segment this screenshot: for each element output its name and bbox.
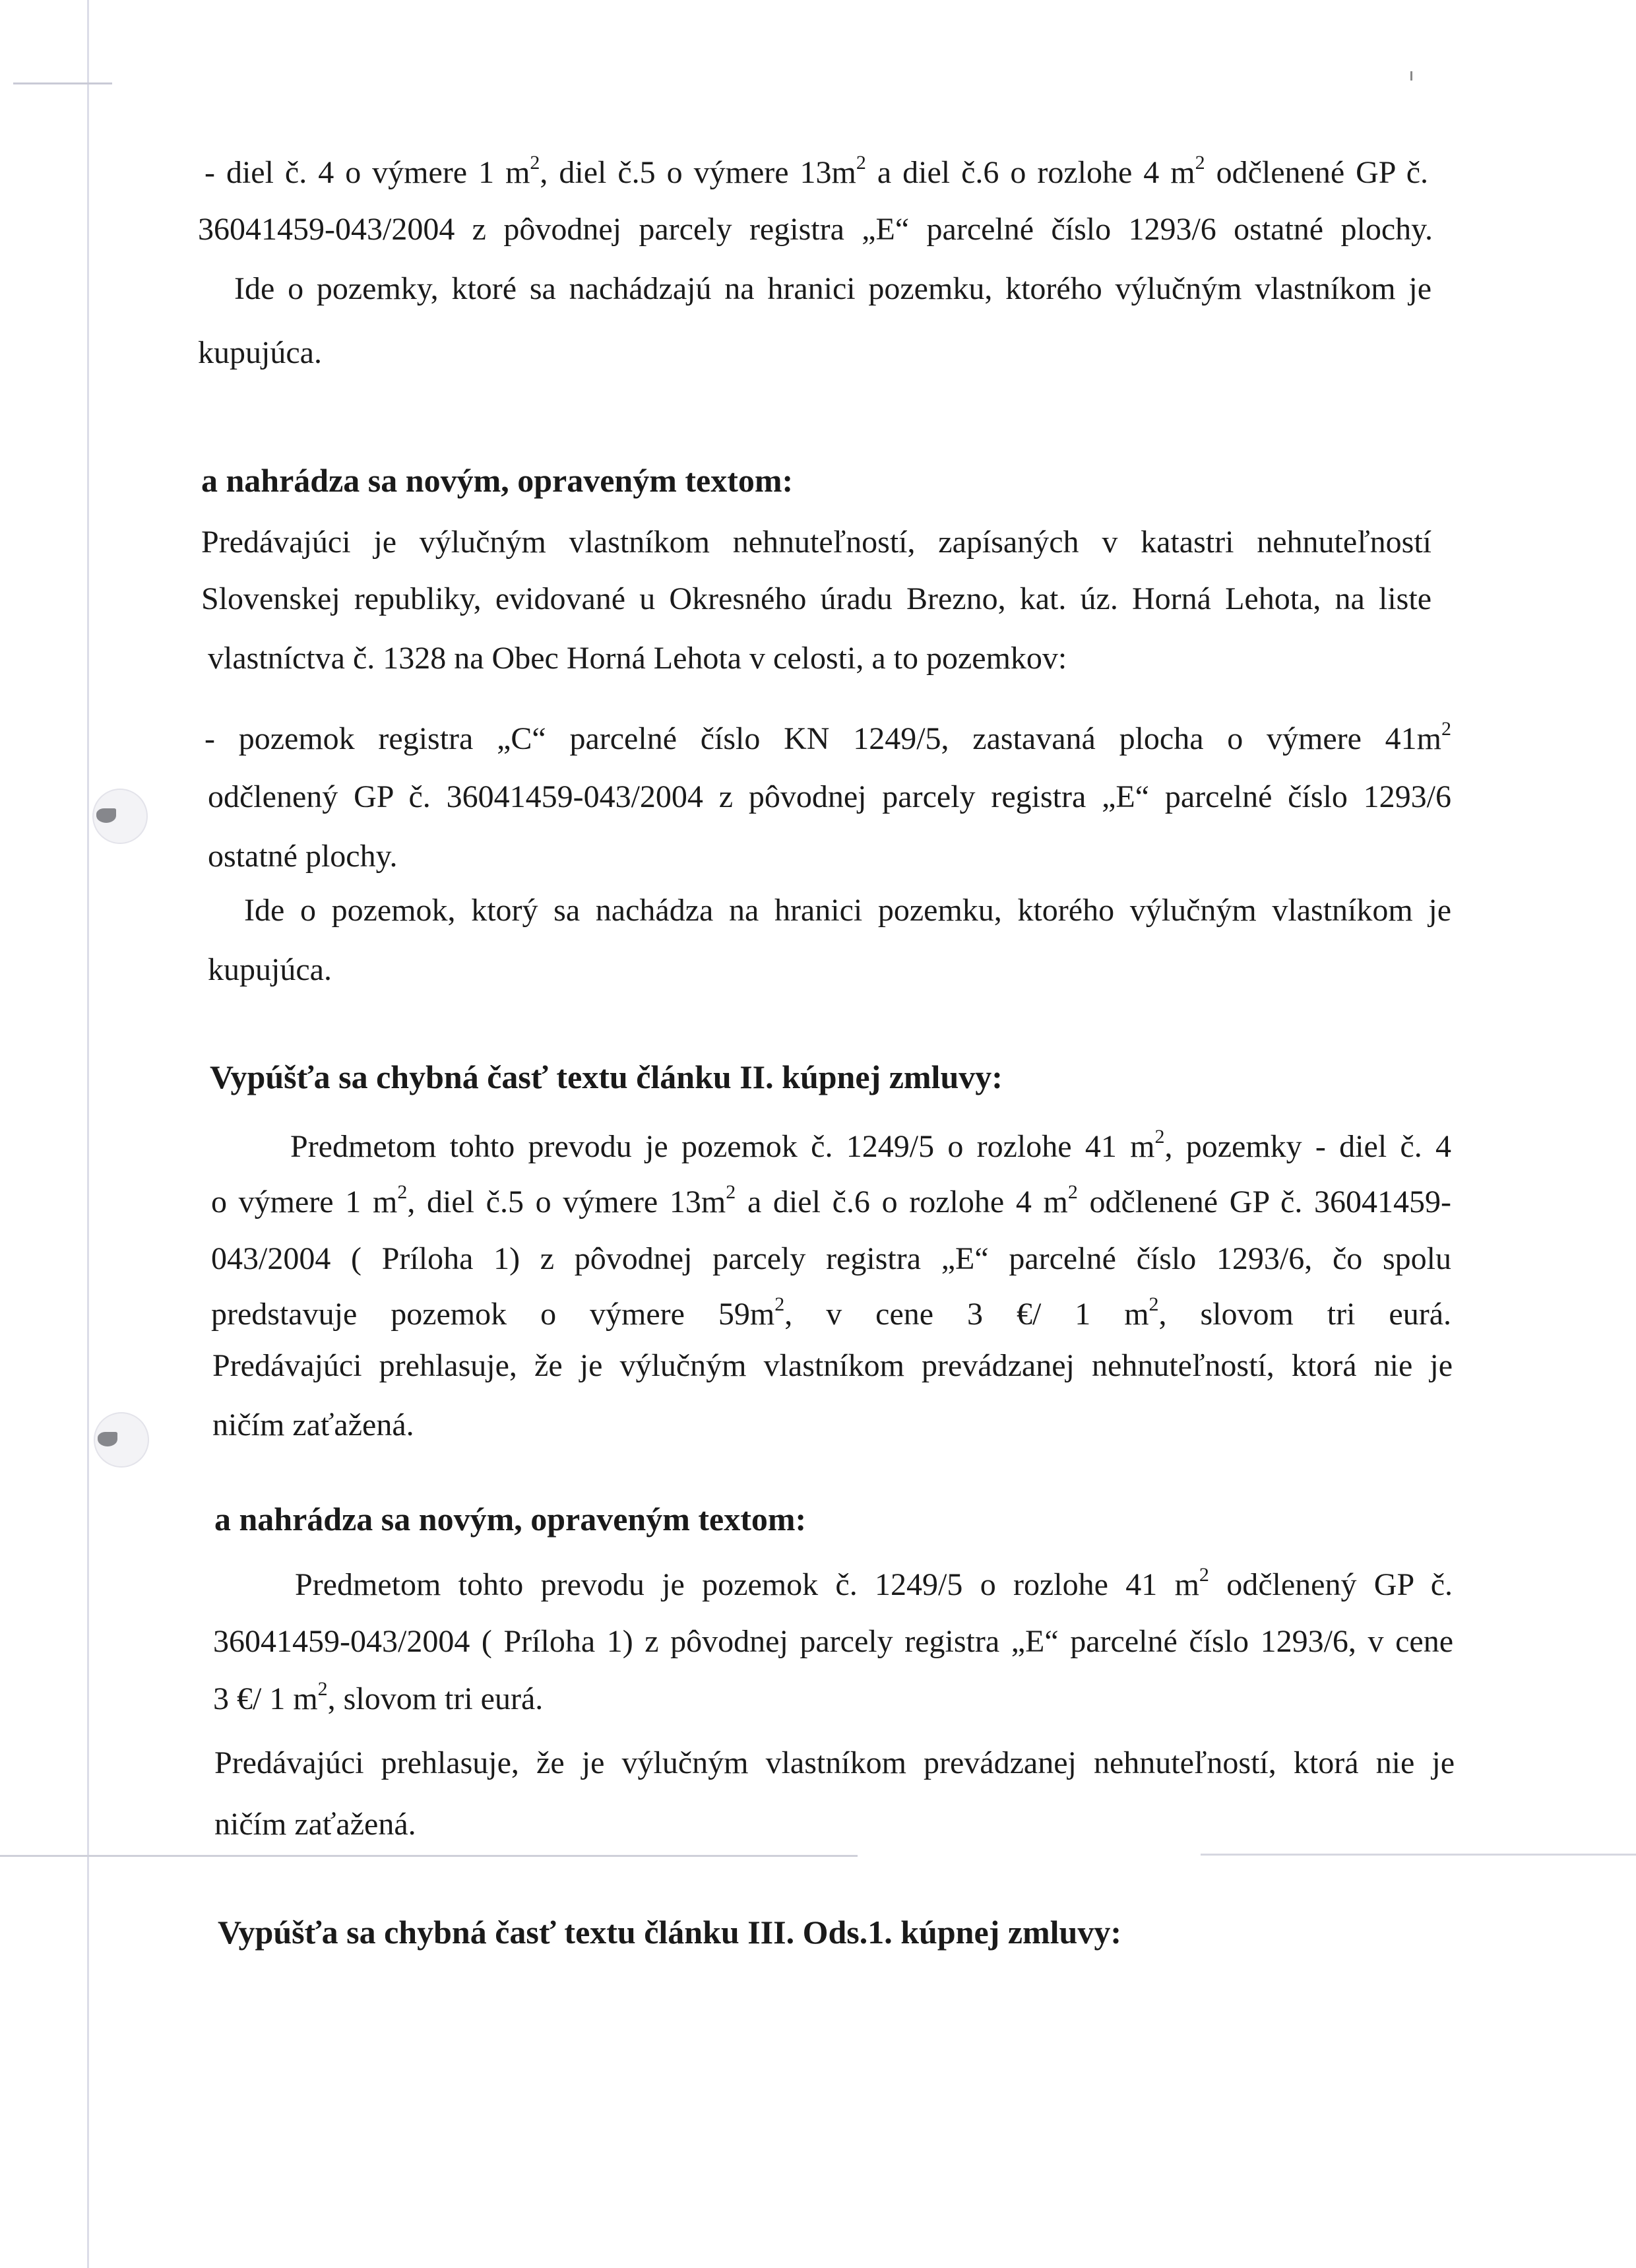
section-heading: a nahrádza sa novým, opraveným textom: bbox=[201, 462, 794, 499]
text-line: Predmetom tohto prevodu je pozemok č. 1249/5 o rozlohe 41 $m^2$, pozemky - diel č. 4 bbox=[290, 1126, 1451, 1164]
text-line: o výmere 1 $m^2$, diel č.5 o výmere $13m^2$ a diel č.6 o rozlohe 4 $m^2$ odčlenené GP č. 36041459- bbox=[211, 1181, 1452, 1219]
text-line: ničím zaťažená. bbox=[212, 1408, 414, 1442]
scan-artifact-line bbox=[13, 82, 112, 84]
text-line: predstavuje pozemok o výmere $59m^2$, v cene 3 €/ 1 $m^2$, slovom tri eurá. bbox=[211, 1293, 1451, 1332]
text-line: odčlenený GP č. 36041459-043/2004 z pôvodnej parcely registra „E“ parcelné číslo 1293/6 bbox=[208, 779, 1451, 814]
text-line: Slovenskej republiky, evidované u Okresného úradu Brezno, kat. úz. Horná Lehota, na liste bbox=[201, 581, 1432, 616]
punch-hole bbox=[94, 1412, 149, 1468]
text-line: 36041459-043/2004 ( Príloha 1) z pôvodnej parcely registra „E“ parcelné číslo 1293/6, v cene bbox=[213, 1624, 1453, 1659]
text-line: ostatné plochy. bbox=[208, 839, 398, 874]
text-line: - diel č. 4 o výmere 1 $m^2$, diel č.5 o výmere $13m^2$ a diel č.6 o rozlohe 4 $m^2$ odčlenené GP č. bbox=[204, 152, 1429, 190]
text-line: - pozemok registra „C“ parcelné číslo KN 1249/5, zastavaná plocha o výmere $41m^2$ bbox=[204, 718, 1451, 756]
binding-edge-line bbox=[87, 0, 89, 2268]
text-line: Predávajúci je výlučným vlastníkom nehnuteľností, zapísaných v katastri nehnuteľností bbox=[201, 525, 1432, 560]
text-line: Ide o pozemky, ktoré sa nachádzajú na hranici pozemku, ktorého výlučným vlastníkom je bbox=[234, 271, 1432, 306]
scan-artifact-line bbox=[1201, 1854, 1636, 1856]
text-line: 043/2004 ( Príloha 1) z pôvodnej parcely registra „E“ parcelné číslo 1293/6, čo spolu bbox=[211, 1241, 1451, 1276]
text-line: ničím zaťažená. bbox=[214, 1807, 416, 1842]
punch-hole bbox=[92, 789, 148, 844]
section-heading: Vypúšťa sa chybná časť textu článku II. kúpnej zmluvy: bbox=[210, 1058, 1003, 1095]
text-line: kupujúca. bbox=[208, 952, 332, 987]
text-line: kupujúca. bbox=[198, 335, 322, 370]
text-line: Predávajúci prehlasuje, že je výlučným vlastníkom prevádzanej nehnuteľností, ktorá nie je bbox=[212, 1348, 1453, 1383]
scan-speck bbox=[1410, 71, 1412, 81]
text-line: 36041459-043/2004 z pôvodnej parcely registra „E“ parcelné číslo 1293/6 ostatné plochy. bbox=[198, 212, 1433, 247]
text-line: vlastníctva č. 1328 na Obec Horná Lehota v celosti, a to pozemkov: bbox=[208, 641, 1067, 676]
section-heading: a nahrádza sa novým, opraveným textom: bbox=[214, 1501, 807, 1538]
text-line: Predmetom tohto prevodu je pozemok č. 1249/5 o rozlohe 41 $m^2$ odčlenený GP č. bbox=[295, 1564, 1453, 1602]
text-line: Ide o pozemok, ktorý sa nachádza na hranici pozemku, ktorého výlučným vlastníkom je bbox=[244, 893, 1451, 928]
text-line: Predávajúci prehlasuje, že je výlučným vlastníkom prevádzanej nehnuteľností, ktorá nie je bbox=[214, 1745, 1455, 1780]
section-heading: Vypúšťa sa chybná časť textu článku III. Ods.1. kúpnej zmluvy: bbox=[218, 1914, 1122, 1951]
text-line: 3 €/ 1 $m^2$, slovom tri eurá. bbox=[213, 1678, 544, 1716]
scan-artifact-line bbox=[0, 1855, 858, 1857]
